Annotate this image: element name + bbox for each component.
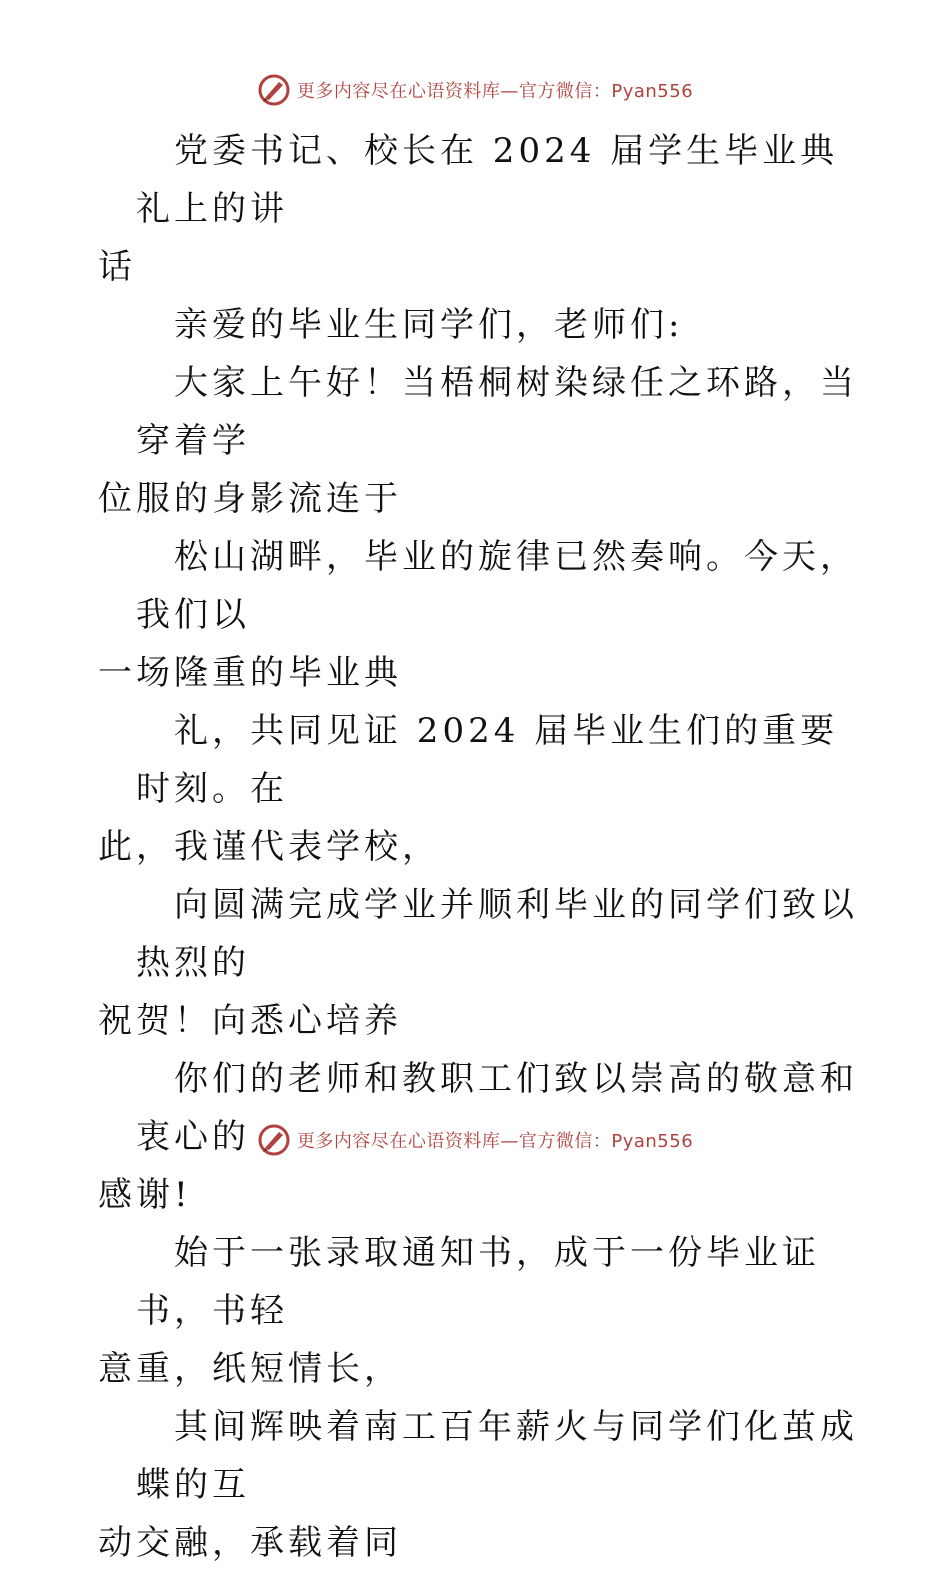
- pen-logo-icon: [257, 1123, 291, 1157]
- footer-banner-text: 更多内容尽在心语资料库—官方微信：Pyan556: [296, 1131, 694, 1152]
- text-line: 一场隆重的毕业典: [98, 653, 402, 693]
- text-line: 话: [98, 247, 136, 287]
- text-line: 此，我谨代表学校，: [98, 827, 440, 867]
- text-line: 你们的老师和教职工们致以崇高的敬意和衷心的: [136, 1059, 858, 1157]
- text-line: 亲爱的毕业生同学们，老师们:: [174, 305, 684, 345]
- text-line: 感谢!: [98, 1175, 192, 1215]
- text-line: 其间辉映着南工百年薪火与同学们化茧成蝶的互: [136, 1407, 858, 1505]
- text-line: 党委书记、校长在 2024 届学生毕业典礼上的讲: [136, 131, 839, 229]
- text-line: 意重，纸短情长，: [98, 1349, 402, 1389]
- pen-logo-icon: [257, 73, 291, 107]
- text-line: 礼，共同见证 2024 届毕业生们的重要时刻。在: [136, 711, 839, 809]
- footer-banner: [0, 1120, 950, 1160]
- header-banner: [0, 70, 950, 110]
- text-line: 祝贺！向悉心培养: [98, 1001, 402, 1041]
- header-banner-text: 更多内容尽在心语资料库—官方微信：Pyan556: [296, 81, 694, 102]
- text-line: 向圆满完成学业并顺利毕业的同学们致以热烈的: [136, 885, 858, 983]
- text-line: 位服的身影流连于: [98, 479, 402, 519]
- text-line: 动交融，承载着同: [98, 1523, 402, 1563]
- text-line: 大家上午好！当梧桐树染绿任之环路，当穿着学: [136, 363, 858, 461]
- text-line: 始于一张录取通知书，成于一份毕业证书，书轻: [136, 1233, 820, 1331]
- document-body: [98, 122, 858, 1572]
- text-line: 松山湖畔，毕业的旋律已然奏响。今天，我们以: [136, 537, 858, 635]
